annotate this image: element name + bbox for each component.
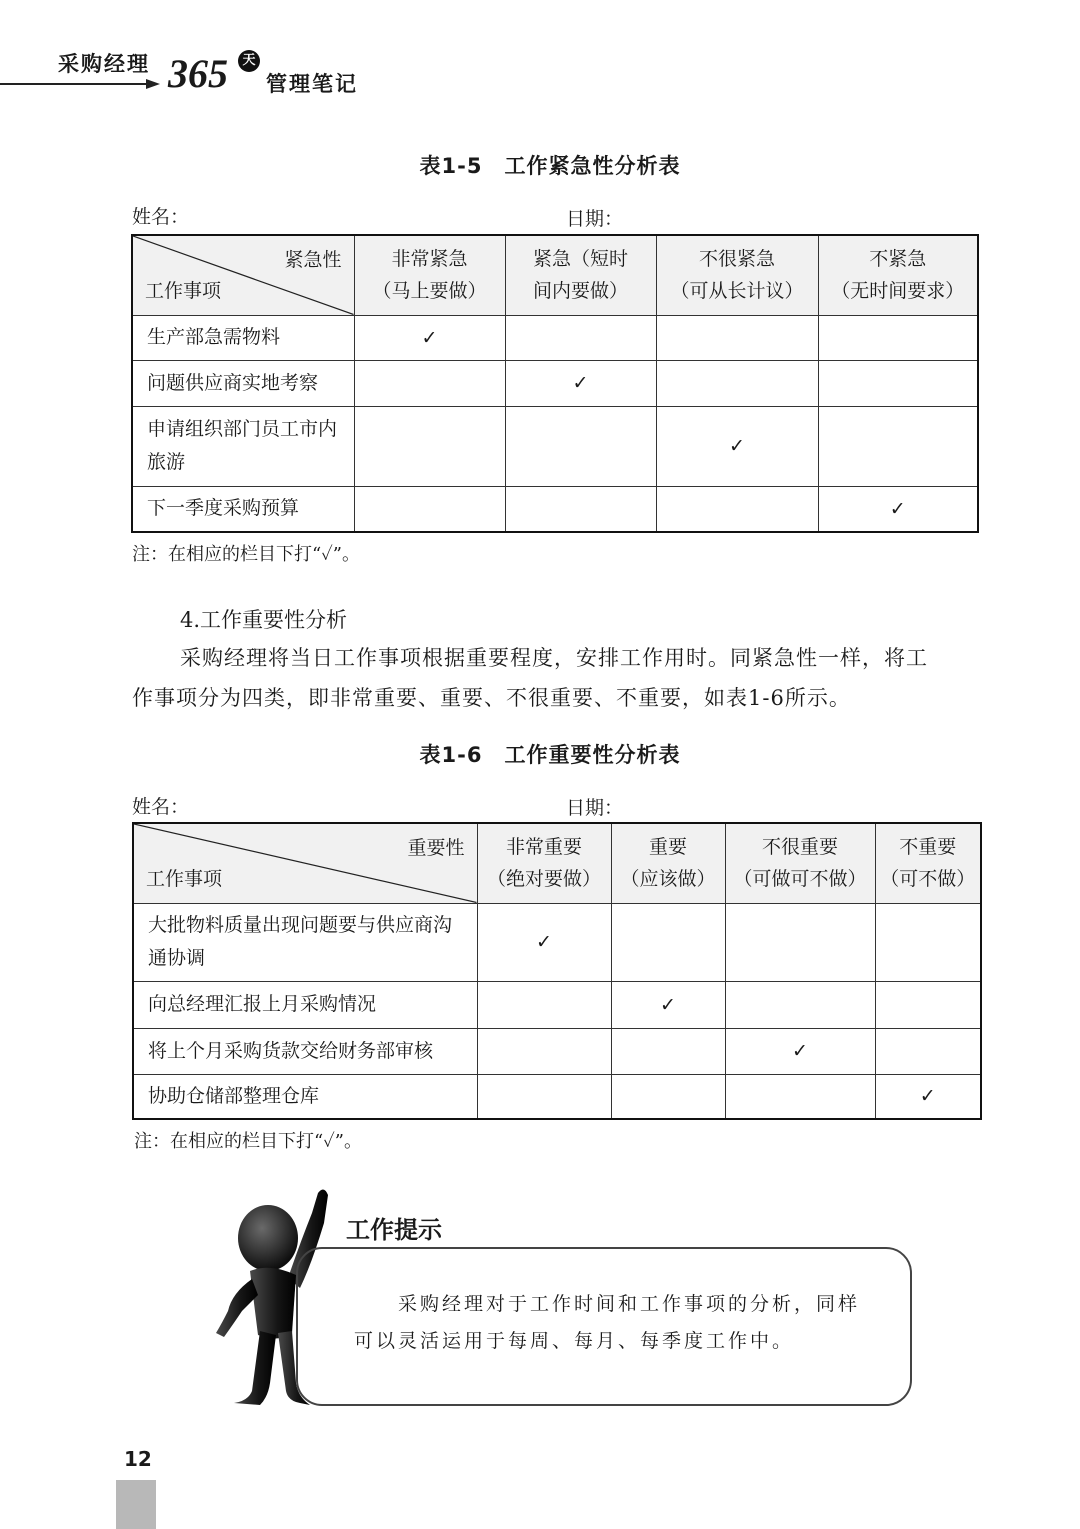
table1-caption: 表1-5 工作紧急性分析表 — [419, 154, 681, 178]
check-mark — [818, 406, 978, 486]
header-rule — [0, 83, 150, 85]
table2-diag-top: 重要性 — [407, 837, 465, 859]
check-mark: ✓ — [505, 360, 656, 406]
check-mark: ✓ — [725, 1028, 875, 1074]
check-mark — [725, 903, 875, 981]
check-mark — [875, 981, 981, 1028]
table1-note: 注：在相应的栏目下打“✓”。 — [132, 544, 361, 565]
table-row — [132, 360, 978, 406]
header-arrow-icon — [146, 77, 160, 91]
table-row — [132, 406, 978, 486]
check-mark: ✓ — [354, 315, 505, 360]
table2-item: 大批物料质量出现问题要与供应商沟通协调 — [133, 903, 477, 981]
table-row — [133, 1074, 981, 1119]
table2-name-label: 姓名： — [132, 796, 190, 818]
table-row — [133, 1028, 981, 1074]
urgency-table — [131, 234, 979, 533]
table2-caption: 表1-6 工作重要性分析表 — [419, 743, 681, 767]
book-title-left: 采购经理 — [58, 51, 150, 76]
table2-item: 向总经理汇报上月采购情况 — [133, 981, 477, 1028]
check-mark — [505, 315, 656, 360]
page-tab-bar — [116, 1480, 156, 1529]
check-mark — [725, 981, 875, 1028]
tip-title: 工作提示 — [346, 1216, 442, 1244]
check-mark — [875, 903, 981, 981]
table2-col-header: 重要 （应该做） — [611, 823, 725, 903]
check-mark — [505, 406, 656, 486]
check-mark — [505, 486, 656, 532]
check-mark: ✓ — [818, 486, 978, 532]
tip-line1: 采购经理对于工作时间和工作事项的分析，同样 — [398, 1293, 861, 1315]
table1-col-header: 不紧急 （无时间要求） — [818, 235, 978, 315]
table1-diagonal-header — [132, 235, 354, 315]
table1-diag-top: 紧急性 — [284, 249, 342, 271]
check-mark — [818, 315, 978, 360]
importance-table — [132, 822, 982, 1120]
table1-item: 申请组织部门员工市内旅游 — [132, 406, 354, 486]
check-mark — [477, 981, 611, 1028]
table1-item: 问题供应商实地考察 — [132, 360, 354, 406]
section-heading: 4.工作重要性分析 — [180, 608, 348, 632]
section-paragraph-line2: 作事项分为四类，即非常重要、重要、不很重要、不重要，如表1-6所示。 — [132, 686, 851, 710]
check-mark — [611, 1074, 725, 1119]
table1-diag-bottom: 工作事项 — [145, 279, 222, 302]
table1-date-label: 日期： — [566, 208, 624, 230]
book-title-badge: 天 — [238, 50, 260, 72]
table2-item: 将上个月采购货款交给财务部审核 — [133, 1028, 477, 1074]
check-mark — [875, 1028, 981, 1074]
check-mark: ✓ — [477, 903, 611, 981]
table2-col-header: 非常重要 （绝对要做） — [477, 823, 611, 903]
table2-date-label: 日期： — [566, 797, 624, 819]
table-row — [132, 486, 978, 532]
check-mark — [477, 1028, 611, 1074]
table2-diagonal-header — [133, 823, 477, 903]
check-mark — [818, 360, 978, 406]
table2-item: 协助仓储部整理仓库 — [133, 1074, 477, 1119]
table-row — [132, 315, 978, 360]
check-mark — [354, 406, 505, 486]
table-row — [133, 903, 981, 981]
book-title-right: 管理笔记 — [266, 71, 358, 96]
check-mark — [611, 903, 725, 981]
table1-col-header: 紧急（短时 间内要做） — [505, 235, 656, 315]
check-mark — [725, 1074, 875, 1119]
table2-col-header: 不重要 （可不做） — [875, 823, 981, 903]
section-paragraph-line1: 采购经理将当日工作事项根据重要程度，安排工作用时。同紧急性一样，将工 — [180, 646, 928, 670]
check-mark: ✓ — [656, 406, 818, 486]
table1-name-label: 姓名： — [132, 206, 190, 228]
table-row — [133, 981, 981, 1028]
check-mark — [477, 1074, 611, 1119]
table1-item: 下一季度采购预算 — [132, 486, 354, 532]
check-mark — [354, 486, 505, 532]
table1-col-header: 不很紧急 （可从长计议） — [656, 235, 818, 315]
check-mark — [354, 360, 505, 406]
table2-note: 注：在相应的栏目下打“✓”。 — [134, 1131, 363, 1152]
table2-diag-bottom: 工作事项 — [146, 867, 223, 890]
tip-line2: 可以灵活运用于每周、每月、每季度工作中。 — [354, 1330, 795, 1352]
check-mark: ✓ — [875, 1074, 981, 1119]
page-number: 12 — [124, 1447, 152, 1471]
check-mark — [656, 315, 818, 360]
check-mark — [611, 1028, 725, 1074]
book-title-number: 365 — [168, 51, 228, 96]
check-mark: ✓ — [611, 981, 725, 1028]
table1-item: 生产部急需物料 — [132, 315, 354, 360]
check-mark — [656, 486, 818, 532]
table2-col-header: 不很重要 （可做可不做） — [725, 823, 875, 903]
check-mark — [656, 360, 818, 406]
table1-col-header: 非常紧急 （马上要做） — [354, 235, 505, 315]
